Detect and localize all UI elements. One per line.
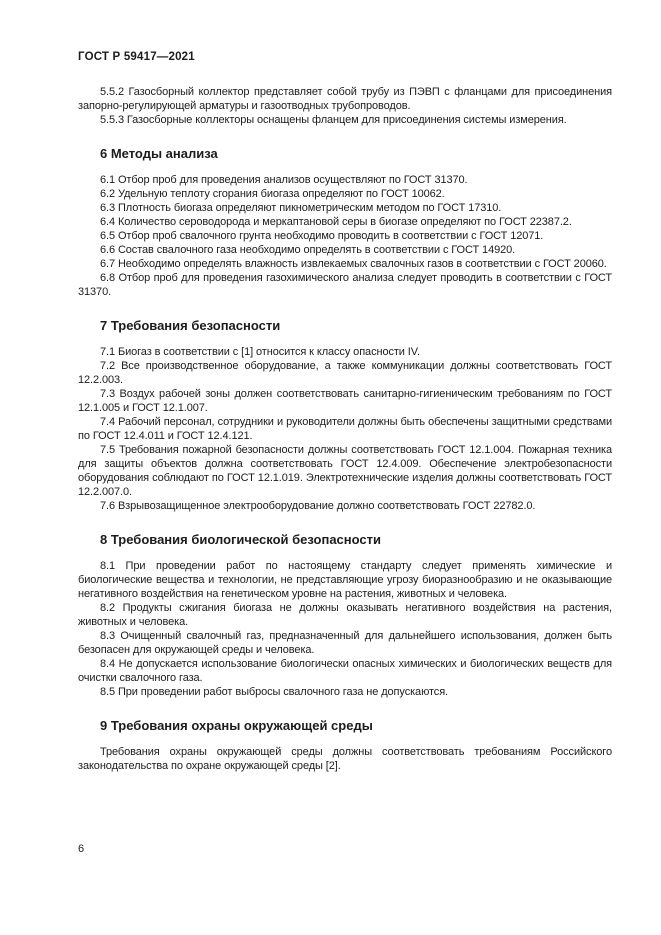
paragraph-7-3: 7.3 Воздух рабочей зоны должен соответствовать санитарно-гигиеническим требованиям по ГОСТ 12.1.005 и ГОСТ 12.1.007. [78,388,612,414]
paragraph-7-4: 7.4 Рабочий персонал, сотрудники и руководители должны быть обеспечены защитными средствами по ГОСТ 12.4.011 и ГОСТ 12.4.121. [78,416,612,442]
paragraph-9-body: Требования охраны окружающей среды должны соответствовать требованиям Российского законодательства по охране окружающей среды [2]. [78,746,612,772]
paragraph-6-5: 6.5 Отбор проб свалочного грунта необходимо проводить в соответствии с ГОСТ 12071. [100,230,544,242]
paragraph-7-1: 7.1 Биогаз в соответствии с [1] относится к классу опасности IV. [100,346,420,358]
paragraph-7-5: 7.5 Требования пожарной безопасности должны соответствовать ГОСТ 12.1.004. Пожарная техника для защиты объектов должна соответствовать ГОСТ 12.4.009. Обеспечение электробезопасности оборудования соблюдают по ГОСТ 12.1.019. Электротехнические изделия должны соответствовать ГОСТ 12.2.007.0. [78,444,612,498]
paragraph-8-5: 8.5 При проведении работ выбросы свалочного газа не допускаются. [100,686,449,698]
paragraph-6-4: 6.4 Количество сероводорода и меркаптановой серы в биогазе определяют по ГОСТ 22387.2. [100,216,572,228]
section-heading-safety-requirements: 7 Требования безопасности [100,318,281,333]
paragraph-5-5-3: 5.5.3 Газосборные коллекторы оснащены фланцем для присоединения системы измерения. [100,114,567,126]
paragraph-8-4: 8.4 Не допускается использование биологически опасных химических и биологических веществ для очистки свалочного газа. [78,658,612,684]
paragraph-6-1: 6.1 Отбор проб для проведения анализов осуществляют по ГОСТ 31370. [100,174,468,186]
paragraph-6-7: 6.7 Необходимо определять влажность извлекаемых свалочных газов в соответствии с ГОСТ 20060. [100,258,607,270]
paragraph-8-1: 8.1 При проведении работ по настоящему стандарту следует применять химические и биологические вещества и технологии, не представляющие угрозу биоразнообразию и не оказывающие негативного воздействия на генетическом уровне на растения, животных и человека. [78,560,612,600]
paragraph-6-8: 6.8 Отбор проб для проведения газохимического анализа следует проводить в соответствии с ГОСТ 31370. [78,272,612,298]
paragraph-8-3: 8.3 Очищенный свалочный газ, предназначенный для дальнейшего использования, должен быть безопасен для окружающей среды и человека. [78,630,612,656]
page-number: 6 [78,843,85,855]
document-content [78,85,612,773]
paragraph-7-6: 7.6 Взрывозащищенное электрооборудование должно соответствовать ГОСТ 22782.0. [100,500,536,512]
paragraph-8-2: 8.2 Продукты сжигания биогаза не должны оказывать негативного воздействия на растения, животных и человека. [78,602,612,628]
section-heading-environmental-protection: 9 Требования охраны окружающей среды [100,718,373,733]
paragraph-6-3: 6.3 Плотность биогаза определяют пикнометрическим методом по ГОСТ 17310. [100,202,502,214]
running-header-standard-number: ГОСТ Р 59417—2021 [78,51,195,63]
section-heading-methods-of-analysis: 6 Методы анализа [100,146,218,161]
paragraph-6-2: 6.2 Удельную теплоту сгорания биогаза определяют по ГОСТ 10062. [100,188,445,200]
paragraph-6-6: 6.6 Состав свалочного газа необходимо определять в соответствии с ГОСТ 14920. [100,244,516,256]
section-heading-biological-safety: 8 Требования биологической безопасности [100,532,381,547]
paragraph-5-5-2: 5.5.2 Газосборный коллектор представляет собой трубу из ПЭВП с фланцами для присоединения запорно-регулирующей арматуры и газоотводных трубопроводов. [78,86,612,112]
paragraph-7-2: 7.2 Все производственное оборудование, а также коммуникации должны соответствовать ГОСТ 12.2.003. [78,360,612,386]
